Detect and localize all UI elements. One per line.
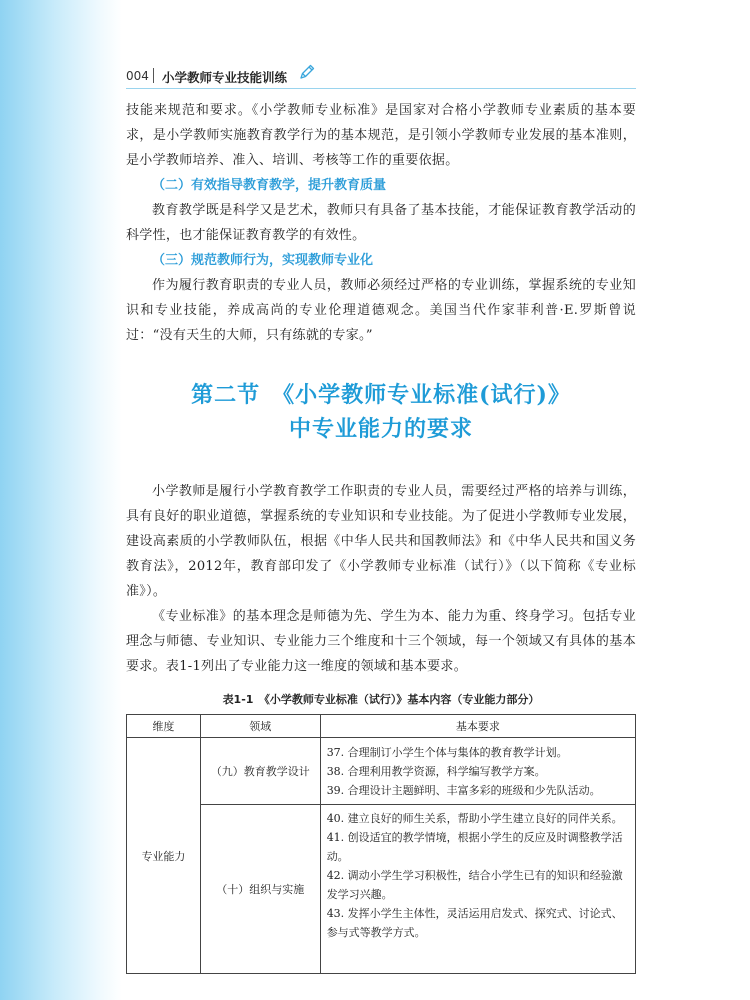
section-title-line-2: 中专业能力的要求 [288,416,473,442]
requirement-item: 39. 合理设计主题鲜明、丰富多彩的班级和少先队活动。 [326,783,601,797]
decorative-side-strip [0,0,122,1000]
table-header-row [127,715,636,738]
requirement-item: 38. 合理利用教学资源，科学编写教学方案。 [326,764,546,778]
pencil-icon [298,63,316,85]
intro-paragraph-1: 技能来规范和要求。《小学教师专业标准》是国家对合格小学教师专业素质的基本要求，是小学教师实施教育教学行为的基本规范，是引领小学教师专业发展的基本准则，是小学教师培养、准入、培训、考核等工作的重要依据。 [126,103,636,168]
domain-cell-design: （九）教育教学设计 [200,738,320,805]
requirement-item: 41. 创设适宜的教学情境，根据小学生的反应及时调整教学活动。 [326,831,623,863]
running-header [126,66,636,88]
subheading-3: （三）规范教师行为，实现教师专业化 [152,253,374,268]
section-title [126,378,636,446]
section-paragraph-2: 《专业标准》的基本理念是师德为先、学生为本、能力为重、终身学习。包括专业理念与师德、专业知识、专业能力三个维度和十三个领域，每一个领域又有具体的基本要求。表1-1列出了专业能力这一维度的领域和基本要求。 [126,609,636,674]
column-header-requirements: 基本要求 [320,715,635,738]
page-content [126,98,636,974]
requirements-cell-organization [320,805,635,974]
column-header-dimension: 维度 [127,715,201,738]
requirement-item: 42. 调动小学生学习积极性，结合小学生已有的知识和经验激发学习兴趣。 [326,869,623,901]
subheading-2: （二）有效指导教育教学，提升教育质量 [152,178,387,193]
requirement-item: 43. 发挥小学生主体性，灵活运用启发式、探究式、讨论式、参与式等教学方式。 [326,907,623,939]
intro-paragraph-2: 教育教学既是科学又是艺术，教师只有具备了基本技能，才能保证教育教学活动的科学性，也才能保证教育教学的有效性。 [126,203,636,243]
table-row [127,738,636,805]
domain-cell-organization: （十）组织与实施 [200,805,320,974]
section-paragraph-1: 小学教师是履行小学教育教学工作职责的专业人员，需要经过严格的培养与训练，具有良好的职业道德，掌握系统的专业知识和专业技能。为了促进小学教师专业发展，建设高素质的小学教师队伍，根据《中华人民共和国教师法》和《中华人民共和国义务教育法》，2012年，教育部印发了《小学教师专业标准（试行）》（以下简称《专业标准》）。 [126,484,636,599]
standards-table [126,714,636,974]
table-caption: 表1-1 《小学教师专业标准（试行）》基本内容（专业能力部分） [222,693,540,706]
dimension-cell: 专业能力 [127,738,201,974]
requirements-cell-design [320,738,635,805]
column-header-domain: 领域 [200,715,320,738]
intro-paragraph-3: 作为履行教育职责的专业人员，教师必须经过严格的专业训练，掌握系统的专业知识和专业技能，养成高尚的专业伦理道德观念。美国当代作家菲利普·E.罗斯曾说过：“没有天生的大师，只有练就的专家。” [126,278,636,343]
requirement-item: 37. 合理制订小学生个体与集体的教育教学计划。 [326,745,568,759]
book-title: 小学教师专业技能训练 [162,70,288,85]
section-title-line-1: 第二节 《小学教师专业标准(试行)》 [191,382,571,408]
header-rule [126,88,636,89]
page-number: 004 [126,69,149,83]
header-separator [153,68,154,83]
table-row [127,805,636,974]
requirement-item: 40. 建立良好的师生关系，帮助小学生建立良好的同伴关系。 [326,812,623,825]
